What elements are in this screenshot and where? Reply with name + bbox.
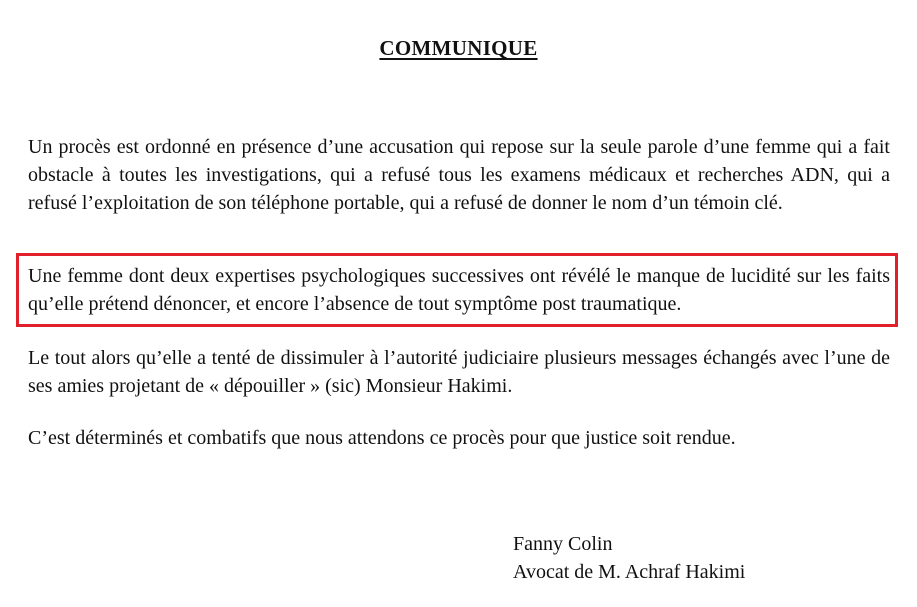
paragraph-expertises-highlighted: Une femme dont deux expertises psychologiques successives ont révélé le manque de lucidité sur les faits qu’elle prétend dénoncer, et encore l’absence de tout symptôme post traumatique. <box>28 265 890 315</box>
paragraph-messages: Le tout alors qu’elle a tenté de dissimuler à l’autorité judiciaire plusieurs messages échangés avec l’une de ses amies projetant de « dépouiller » (sic) Monsieur Hakimi. <box>28 347 890 397</box>
document-title: COMMUNIQUE <box>379 36 538 60</box>
paragraph-conclusion: C’est déterminés et combatifs que nous attendons ce procès pour que justice soit rendue. <box>28 427 736 449</box>
signature-role: Avocat de M. Achraf Hakimi <box>513 561 746 583</box>
signature-block <box>513 530 745 586</box>
paragraph-accusation: Un procès est ordonné en présence d’une accusation qui repose sur la seule parole d’une femme qui a fait obstacle à toutes les investigations, qui a refusé tous les examens médicaux et recherches ADN, qui a refusé l’exploitation de son téléphone portable, qui a refusé de donner le nom d’un témoin clé. <box>28 136 890 214</box>
signature-name: Fanny Colin <box>513 533 613 555</box>
